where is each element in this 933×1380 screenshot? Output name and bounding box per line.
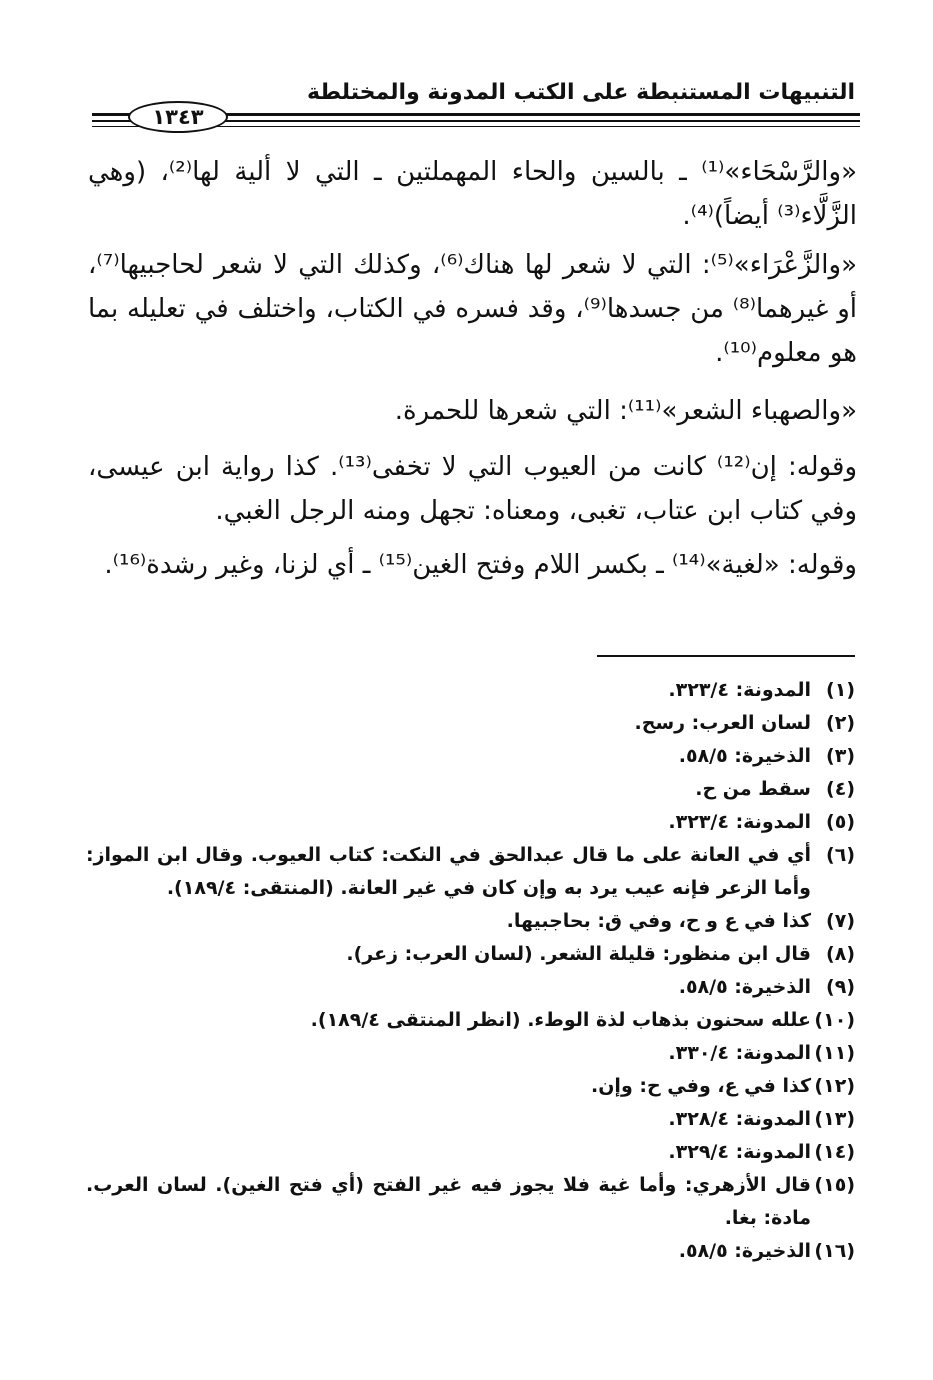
footnote-text: كذا في ع، وفي ح: وإن. (591, 1075, 811, 1097)
footnote-item (86, 971, 855, 1004)
footnote-text: سقط من ح. (695, 778, 811, 800)
footnote-item (86, 1103, 855, 1136)
footnote-text: المدونة: ٣٢٣/٤. (668, 679, 811, 701)
footnote-item (86, 839, 855, 905)
footnote-number: (١٥) (814, 1174, 855, 1196)
footnote-number: (١٢) (814, 1075, 855, 1097)
page-number: ١٣٤٣ (128, 101, 228, 133)
footnote-item (86, 707, 855, 740)
footnote-number: (٧) (826, 910, 855, 932)
footnote-number: (٩) (826, 976, 855, 998)
footnote-item (86, 905, 855, 938)
footnote-number: (١٣) (814, 1108, 855, 1130)
paragraph-tukhfa: وقوله: إن⁽¹²⁾ كانت من العيوب التي لا تخفى⁽¹³⁾. كذا رواية ابن عيسى، وفي كتاب ابن عتاب، تغبى، ومعناه: تجهل ومنه الرجل الغبي. (88, 452, 858, 526)
footnote-item (86, 1235, 855, 1268)
footnote-text: قال ابن منظور: قليلة الشعر. (لسان العرب: زعر). (346, 943, 811, 965)
footnote-number: (١٦) (814, 1240, 855, 1262)
footnote-text: الذخيرة: ٥٨/٥. (678, 976, 811, 998)
footnote-item (86, 806, 855, 839)
footnote-number: (٤) (826, 778, 855, 800)
footnote-text: لسان العرب: رسح. (634, 712, 811, 734)
footnote-text: المدونة: ٣٣٠/٤. (668, 1042, 811, 1064)
footnote-number: (١٠) (814, 1009, 855, 1031)
footnote-item (86, 773, 855, 806)
footnote-text: المدونة: ٣٢٨/٤. (668, 1108, 811, 1130)
footnote-item (86, 1004, 855, 1037)
paragraph-sahba: «والصهباء الشعر»⁽¹¹⁾: التي شعرها للحمرة. (394, 396, 857, 426)
footnote-number: (١) (826, 679, 855, 701)
footnotes-list (86, 674, 855, 1268)
footnote-text: المدونة: ٣٢٣/٤. (668, 811, 811, 833)
footnote-number: (١٤) (814, 1141, 855, 1163)
footnote-item (86, 674, 855, 707)
footnote-number: (٢) (826, 712, 855, 734)
footnote-number: (١١) (814, 1042, 855, 1064)
footnote-number: (٥) (826, 811, 855, 833)
running-header-title: التنبيهات المستنبطة على الكتب المدونة والمختلطة (306, 80, 855, 105)
footnote-item (86, 1136, 855, 1169)
footnote-text: أي في العانة على ما قال عبدالحق في النكت: كتاب العيوب. وقال ابن المواز: وأما الزعر فإنه عيب يرد به وإن كان في غير العانة. (المنتقى: ١٨٩/٤). (86, 844, 811, 899)
footnote-text: كذا في ع و ح، وفي ق: بحاجبيها. (506, 910, 811, 932)
footnote-number: (٦) (826, 844, 855, 866)
footnote-item (86, 1169, 855, 1235)
footnote-item (86, 1037, 855, 1070)
footnote-text: الذخيرة: ٥٨/٥. (678, 745, 811, 767)
paragraph-rasha: «والرَّسْحَاء»⁽¹⁾ ـ بالسين والحاء المهملتين ـ التي لا ألية لها⁽²⁾، (وهي الزَّلَّاء⁽³⁾ أيضاً)⁽⁴⁾. (88, 157, 857, 231)
footnote-number: (٨) (826, 943, 855, 965)
footnote-text: المدونة: ٣٢٩/٤. (668, 1141, 811, 1163)
footnote-item (86, 1070, 855, 1103)
footnote-number: (٣) (826, 745, 855, 767)
footnote-text: قال الأزهري: وأما غية فلا يجوز فيه غير الفتح (أي فتح الغين). لسان العرب. مادة: بغا. (86, 1174, 811, 1229)
paragraph-ghayya: وقوله: «لغية»⁽¹⁴⁾ ـ بكسر اللام وفتح الغين⁽¹⁵⁾ ـ أي لزنا، وغير رشدة⁽¹⁶⁾. (104, 550, 857, 580)
footnote-item (86, 938, 855, 971)
footnote-separator (597, 655, 855, 657)
footnote-text: الذخيرة: ٥٨/٥. (678, 1240, 811, 1262)
paragraph-zara: «والزَّعْرَاء»⁽⁵⁾: التي لا شعر لها هناك⁽⁶⁾، وكذلك التي لا شعر لحاجبيها⁽⁷⁾، أو غيرهما⁽⁸⁾ من جسدها⁽⁹⁾، وقد فسره في الكتاب، واختلف في تعليله بما هو معلوم⁽¹⁰⁾. (88, 250, 857, 368)
footnote-text: علله سحنون بذهاب لذة الوطء. (انظر المنتقى ١٨٩/٤). (310, 1009, 811, 1031)
footnote-item (86, 740, 855, 773)
